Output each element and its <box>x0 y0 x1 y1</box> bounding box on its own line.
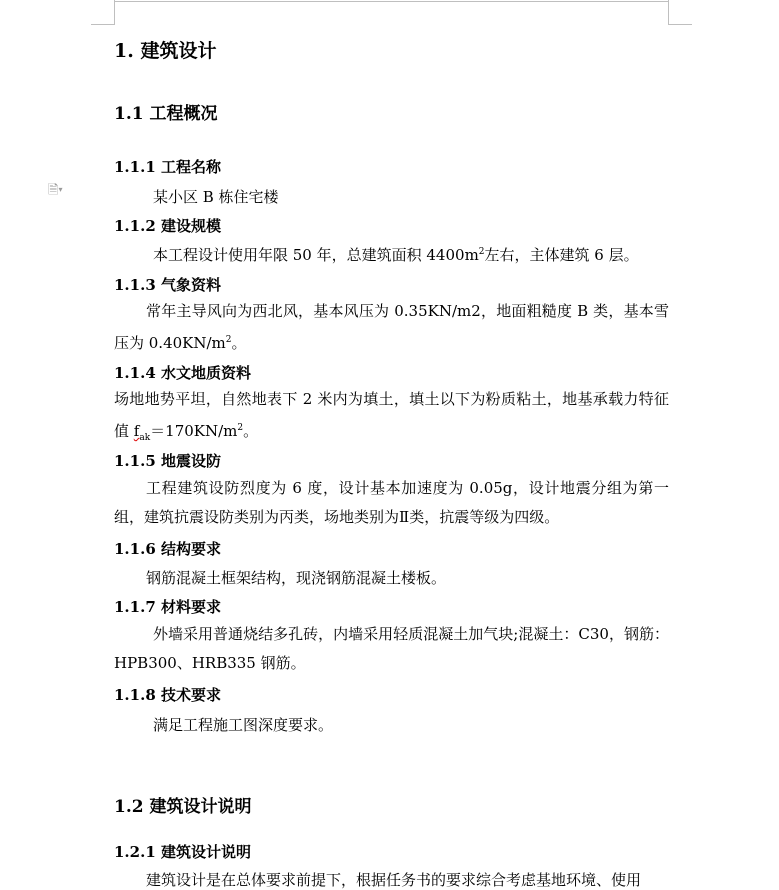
heading-1-2: 1.2 建筑设计说明 <box>114 797 252 817</box>
heading-1-2-1: 1.2.1 建筑设计说明 <box>114 843 251 861</box>
heading-1-1-7: 1.1.7 材料要求 <box>114 598 221 616</box>
paragraph-seismic: 工程建筑设防烈度为 6 度，设计基本加速度为 0.05g，设计地震分组为第一组，建筑抗震设防类别为丙类，场地类别为Ⅱ类，抗震等级为四级。 <box>114 479 669 526</box>
heading-1-1-6: 1.1.6 结构要求 <box>114 540 221 558</box>
paragraph-structure: 钢筋混凝土框架结构，现浇钢筋混凝土楼板。 <box>146 569 447 587</box>
corner-mark-top-left-v <box>114 0 115 25</box>
paragraph-climate: 常年主导风向为西北风，基本风压为 0.35KN/m2，地面粗糙度 B 类，基本雪压为 $0.40KN/m^2$。 <box>114 302 669 352</box>
heading-1-1-5: 1.1.5 地震设防 <box>114 452 221 470</box>
heading-1-1-1: 1.1.1 工程名称 <box>114 158 221 176</box>
paragraph-geology: 场地地势平坦，自然地表下 2 米内为填土，填土以下为粉质粘土，地基承载力特征值 $f_{ak}=170KN/m^2$。 <box>114 390 669 443</box>
page-top-border <box>114 1 668 2</box>
paragraph-design-description: 建筑设计是在总体要求前提下，根据任务书的要求综合考虑基地环境、使用 <box>146 871 642 889</box>
heading-1-1: 1.1 工程概况 <box>114 104 218 124</box>
paragraph-project-name: 某小区 B 栋住宅楼 <box>153 188 279 206</box>
heading-1-1-3: 1.1.3 气象资料 <box>114 276 221 294</box>
heading-1-1-4: 1.1.4 水文地质资料 <box>114 364 251 382</box>
paragraph-technical: 满足工程施工图深度要求。 <box>153 716 334 734</box>
paragraph-materials: 外墙采用普通烧结多孔砖，内墙采用轻质混凝土加气块;混凝土：C30，钢筋：HPB300、HRB335 钢筋。 <box>114 625 669 672</box>
paragraph-scale: 本工程设计使用年限 50 年，总建筑面积 $4400m^2$左右，主体建筑 6 层。 <box>153 246 639 264</box>
heading-1-1-8: 1.1.8 技术要求 <box>114 686 221 704</box>
document-icon[interactable]: 🗎▾ <box>48 183 63 198</box>
corner-mark-top-right-v <box>668 0 669 25</box>
corner-mark-top-right <box>668 24 692 25</box>
heading-1-1-2: 1.1.2 建设规模 <box>114 217 221 235</box>
corner-mark-top-left <box>91 24 115 25</box>
heading-1: 1. 建筑设计 <box>114 40 217 62</box>
